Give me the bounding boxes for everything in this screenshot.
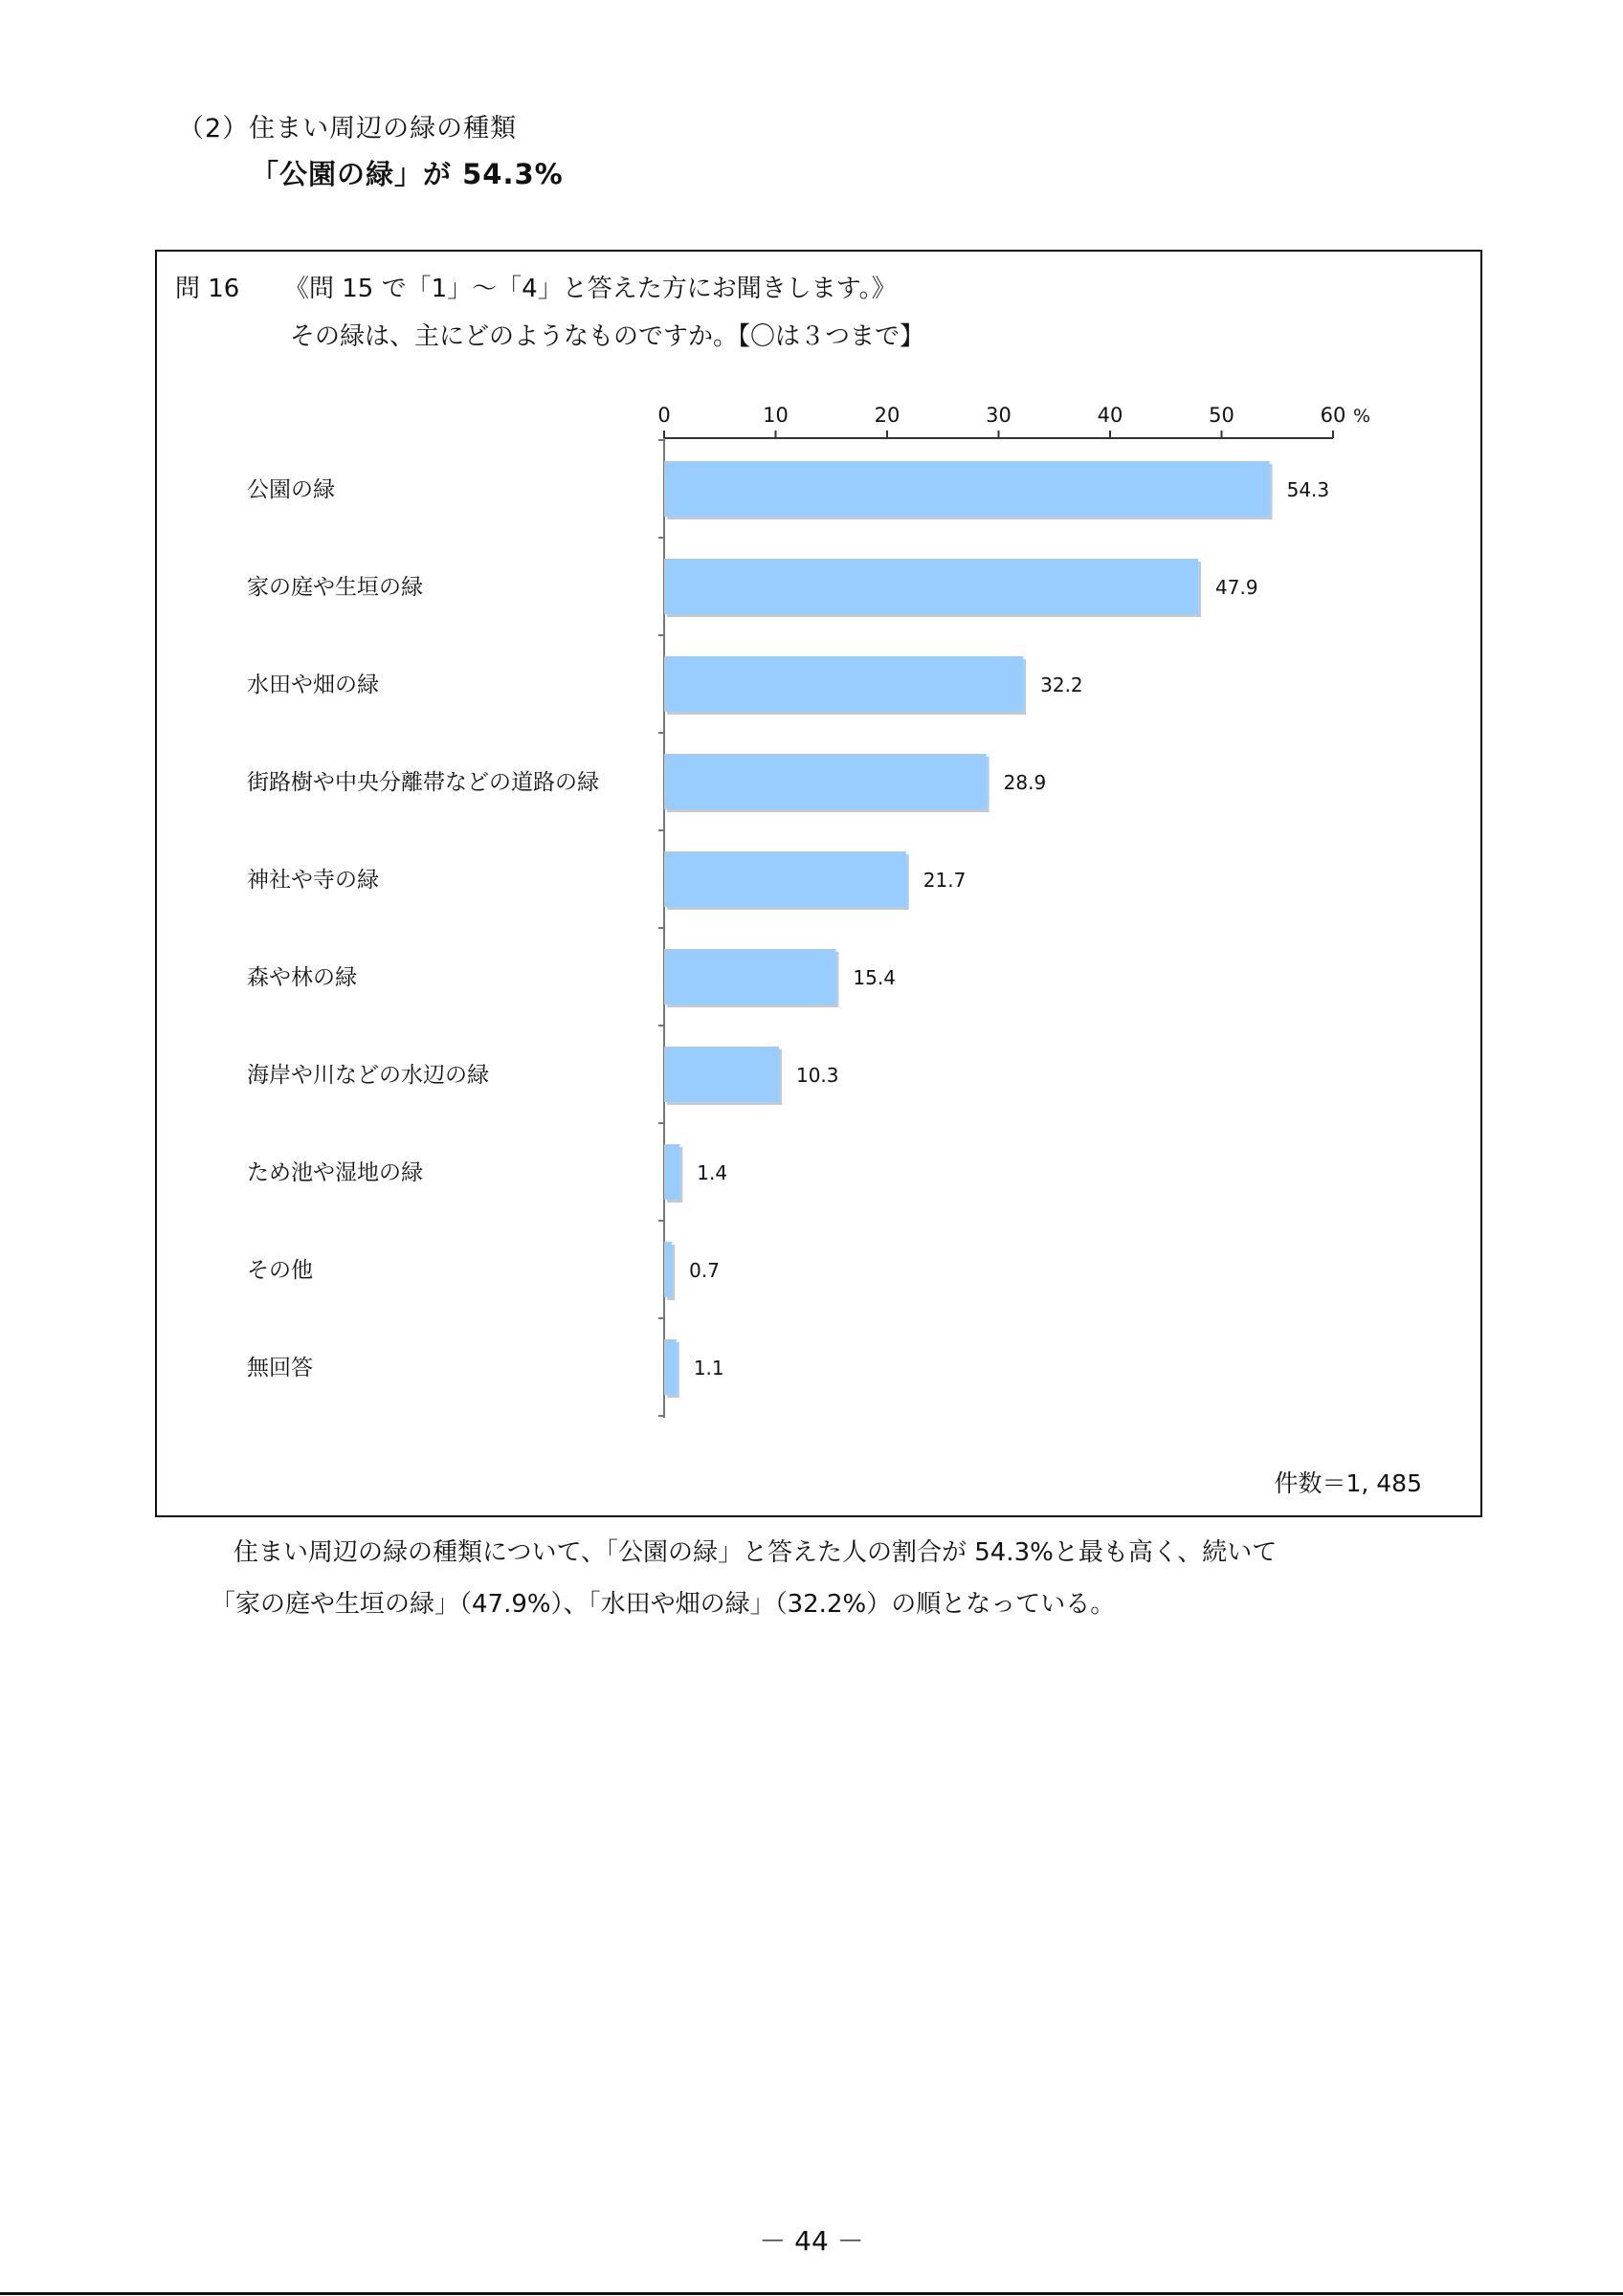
bottom-rule [0,2292,1623,2295]
bar-value-label: 47.9 [1215,576,1258,599]
x-tick-label: 60 [1320,404,1346,427]
page-number: － 44 － [759,2225,864,2257]
bar-value-label: 10.3 [795,1064,839,1087]
bar [664,656,1023,712]
x-tick-label: 10 [763,404,789,427]
bar [664,1242,672,1297]
bar [664,851,906,907]
category-label: 家の庭や生垣の緑 [247,575,423,600]
category-label: 無回答 [247,1356,313,1380]
summary-line-1: 住まい周辺の緑の種類について、「公園の緑」と答えた人の割合が 54.3%と最も高く、続いて [233,1538,1278,1567]
headline: 「公園の緑」が 54.3% [251,158,564,190]
x-tick-label: 0 [657,404,671,427]
bar-value-label: 21.7 [923,869,967,892]
x-tick-label: 30 [986,404,1012,427]
bar-value-label: 28.9 [1003,771,1047,794]
bar-value-label: 15.4 [853,966,896,989]
bar-value-label: 1.4 [697,1161,728,1184]
bar-value-label: 1.1 [693,1357,724,1380]
bar [664,949,835,1004]
category-label: 海岸や川などの水辺の緑 [247,1063,489,1088]
section-title: （2）住まい周辺の緑の種類 [178,114,518,144]
x-tick-label: 50 [1209,404,1234,427]
bar [664,559,1198,614]
bar-value-label: 32.2 [1040,673,1083,696]
category-label: 街路樹や中央分離帯などの道路の緑 [247,770,599,795]
x-unit-label: % [1352,406,1371,427]
category-label: 森や林の緑 [247,965,357,990]
x-tick-label: 40 [1097,404,1123,427]
category-label: その他 [247,1258,313,1283]
sample-size: 件数＝1, 485 [1274,1469,1422,1497]
x-tick-label: 20 [874,404,900,427]
question-number: 問 16 [175,275,240,303]
bar [664,754,987,809]
bar-value-label: 54.3 [1286,478,1330,501]
category-label: 神社や寺の緑 [247,868,379,893]
category-label: 水田や畑の緑 [247,673,379,697]
bar [664,1047,779,1102]
summary-line-2: 「家の庭や生垣の緑」（47.9%）、「水田や畑の緑」（32.2%）の順となっている。 [211,1590,1116,1619]
bar [664,1339,677,1395]
question-text-line1: 《問 15 で「1」～「4」と答えた方にお聞きします。》 [284,275,897,303]
summary-text [211,1527,1493,1630]
question-text-line2: その緑は、主にどのようなものですか。【〇は３つまで】 [290,322,925,351]
bar-value-label: 0.7 [689,1259,720,1282]
bar [664,1144,679,1200]
category-label: 公園の緑 [247,477,335,502]
bar [664,461,1270,517]
category-label: ため池や湿地の緑 [247,1160,423,1185]
